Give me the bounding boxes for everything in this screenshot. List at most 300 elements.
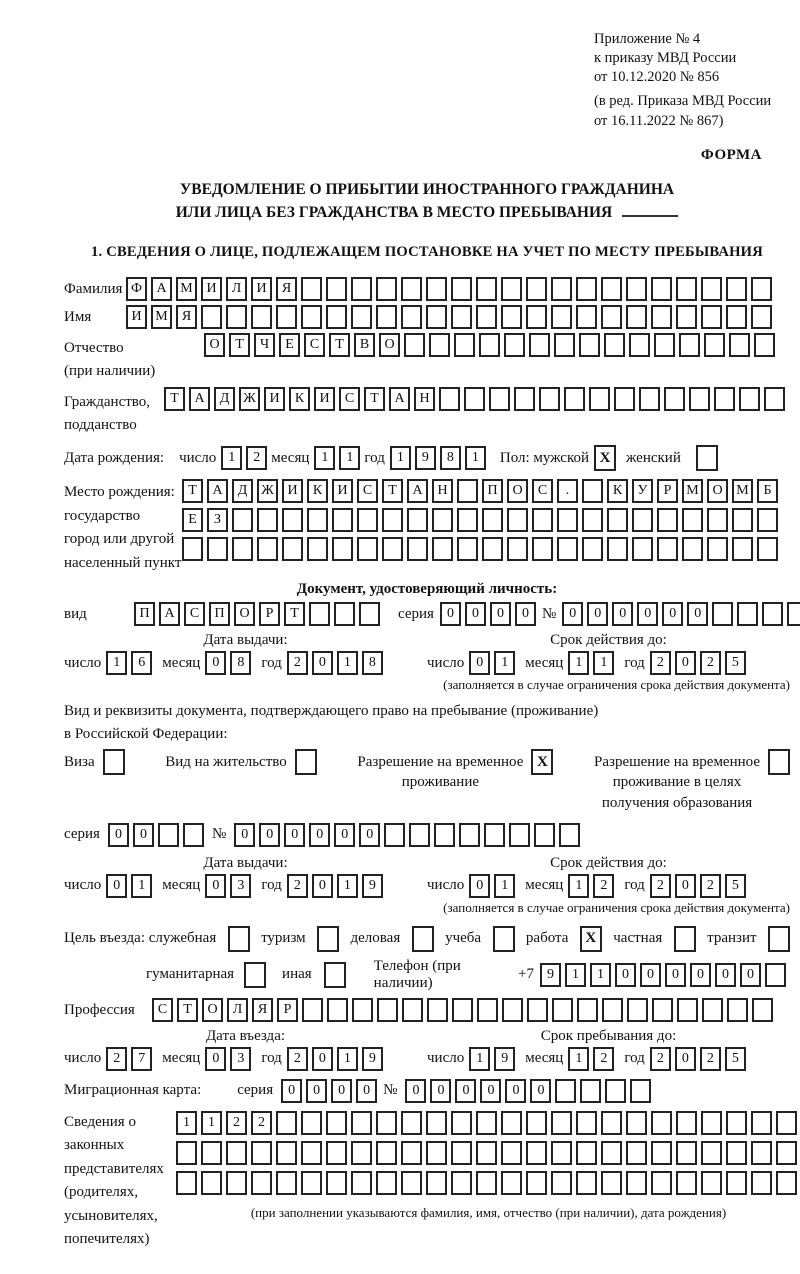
char-box[interactable] <box>557 537 578 561</box>
char-box[interactable] <box>226 1141 247 1165</box>
char-box[interactable]: М <box>732 479 753 503</box>
char-box[interactable]: И <box>314 387 335 411</box>
char-box[interactable]: 0 <box>465 602 486 626</box>
char-box[interactable] <box>357 508 378 532</box>
char-box[interactable] <box>752 998 773 1022</box>
char-box[interactable]: 6 <box>131 651 152 675</box>
char-box[interactable]: 8 <box>362 651 383 675</box>
char-box[interactable] <box>739 387 760 411</box>
char-box[interactable] <box>257 508 278 532</box>
purpose-official-checkbox[interactable] <box>228 926 250 952</box>
char-box[interactable]: 8 <box>440 446 461 470</box>
char-box[interactable] <box>676 305 697 329</box>
char-box[interactable] <box>301 277 322 301</box>
char-box[interactable]: 0 <box>205 1047 226 1071</box>
char-box[interactable] <box>614 387 635 411</box>
char-box[interactable]: Ж <box>239 387 260 411</box>
char-box[interactable] <box>251 1141 272 1165</box>
purpose-humanitarian-checkbox[interactable] <box>244 962 266 988</box>
char-box[interactable]: Е <box>182 508 203 532</box>
char-box[interactable]: 0 <box>312 874 333 898</box>
char-box[interactable]: 1 <box>221 446 242 470</box>
char-box[interactable] <box>429 333 450 357</box>
char-box[interactable] <box>514 387 535 411</box>
char-box[interactable] <box>632 537 653 561</box>
char-box[interactable]: 0 <box>530 1079 551 1103</box>
char-box[interactable] <box>729 333 750 357</box>
char-box[interactable] <box>527 998 548 1022</box>
char-box[interactable]: А <box>389 387 410 411</box>
char-box[interactable] <box>357 537 378 561</box>
char-box[interactable] <box>376 1141 397 1165</box>
char-box[interactable]: Я <box>252 998 273 1022</box>
char-box[interactable] <box>652 998 673 1022</box>
char-box[interactable]: Я <box>276 277 297 301</box>
char-box[interactable] <box>276 1171 297 1195</box>
char-box[interactable] <box>676 1171 697 1195</box>
char-box[interactable]: В <box>354 333 375 357</box>
char-box[interactable]: Р <box>277 998 298 1022</box>
char-box[interactable] <box>532 508 553 532</box>
char-box[interactable] <box>307 537 328 561</box>
char-box[interactable] <box>551 1111 572 1135</box>
char-box[interactable] <box>579 333 600 357</box>
temp-residence-education-checkbox[interactable] <box>768 749 790 775</box>
char-box[interactable]: 0 <box>108 823 129 847</box>
char-box[interactable] <box>452 998 473 1022</box>
char-box[interactable]: 1 <box>469 1047 490 1071</box>
char-box[interactable]: 0 <box>675 1047 696 1071</box>
char-box[interactable]: 5 <box>725 1047 746 1071</box>
char-box[interactable] <box>457 479 478 503</box>
char-box[interactable]: С <box>184 602 205 626</box>
char-box[interactable]: 0 <box>665 963 686 987</box>
char-box[interactable] <box>454 333 475 357</box>
char-box[interactable] <box>551 1171 572 1195</box>
char-box[interactable]: Л <box>227 998 248 1022</box>
char-box[interactable]: Р <box>259 602 280 626</box>
char-box[interactable]: И <box>264 387 285 411</box>
char-box[interactable] <box>401 305 422 329</box>
char-box[interactable] <box>551 1141 572 1165</box>
char-box[interactable] <box>701 1141 722 1165</box>
char-box[interactable] <box>451 1141 472 1165</box>
char-box[interactable] <box>679 333 700 357</box>
char-box[interactable]: О <box>234 602 255 626</box>
char-box[interactable]: 0 <box>612 602 633 626</box>
char-box[interactable] <box>552 998 573 1022</box>
char-box[interactable] <box>751 305 772 329</box>
char-box[interactable]: 1 <box>494 651 515 675</box>
char-box[interactable] <box>762 602 783 626</box>
char-box[interactable]: Е <box>279 333 300 357</box>
char-box[interactable] <box>601 1141 622 1165</box>
temp-residence-checkbox[interactable]: X <box>531 749 553 775</box>
char-box[interactable] <box>352 998 373 1022</box>
char-box[interactable]: 0 <box>505 1079 526 1103</box>
char-box[interactable] <box>301 1111 322 1135</box>
char-box[interactable]: 5 <box>725 651 746 675</box>
char-box[interactable] <box>332 508 353 532</box>
char-box[interactable] <box>479 333 500 357</box>
char-box[interactable]: И <box>201 277 222 301</box>
char-box[interactable]: 1 <box>568 1047 589 1071</box>
char-box[interactable] <box>601 1171 622 1195</box>
char-box[interactable] <box>526 305 547 329</box>
char-box[interactable] <box>401 277 422 301</box>
char-box[interactable] <box>451 1171 472 1195</box>
char-box[interactable] <box>626 1111 647 1135</box>
char-box[interactable]: 1 <box>131 874 152 898</box>
char-box[interactable] <box>464 387 485 411</box>
char-box[interactable] <box>484 823 505 847</box>
char-box[interactable]: 0 <box>430 1079 451 1103</box>
char-box[interactable]: 0 <box>405 1079 426 1103</box>
char-box[interactable]: 0 <box>106 874 127 898</box>
sex-female-checkbox[interactable] <box>696 445 718 471</box>
char-box[interactable] <box>327 998 348 1022</box>
char-box[interactable]: А <box>407 479 428 503</box>
purpose-business-checkbox[interactable] <box>412 926 434 952</box>
char-box[interactable]: О <box>379 333 400 357</box>
char-box[interactable] <box>732 508 753 532</box>
char-box[interactable]: 0 <box>675 874 696 898</box>
char-box[interactable]: П <box>209 602 230 626</box>
char-box[interactable] <box>751 277 772 301</box>
char-box[interactable] <box>639 387 660 411</box>
char-box[interactable]: К <box>307 479 328 503</box>
char-box[interactable] <box>407 508 428 532</box>
sex-male-checkbox[interactable]: X <box>594 445 616 471</box>
char-box[interactable] <box>489 387 510 411</box>
char-box[interactable] <box>551 305 572 329</box>
char-box[interactable] <box>682 537 703 561</box>
char-box[interactable]: 1 <box>201 1111 222 1135</box>
char-box[interactable] <box>554 333 575 357</box>
char-box[interactable]: 0 <box>440 602 461 626</box>
char-box[interactable]: 0 <box>637 602 658 626</box>
char-box[interactable] <box>404 333 425 357</box>
char-box[interactable] <box>576 305 597 329</box>
char-box[interactable] <box>476 1111 497 1135</box>
char-box[interactable]: И <box>282 479 303 503</box>
char-box[interactable]: Р <box>657 479 678 503</box>
char-box[interactable]: Д <box>214 387 235 411</box>
char-box[interactable] <box>676 1111 697 1135</box>
char-box[interactable]: Т <box>229 333 250 357</box>
char-box[interactable]: 0 <box>455 1079 476 1103</box>
char-box[interactable] <box>326 277 347 301</box>
char-box[interactable]: 0 <box>469 874 490 898</box>
char-box[interactable] <box>582 537 603 561</box>
char-box[interactable]: А <box>189 387 210 411</box>
char-box[interactable]: 2 <box>246 446 267 470</box>
char-box[interactable]: 2 <box>287 651 308 675</box>
char-box[interactable]: К <box>289 387 310 411</box>
char-box[interactable]: 2 <box>226 1111 247 1135</box>
char-box[interactable] <box>539 387 560 411</box>
char-box[interactable] <box>457 537 478 561</box>
char-box[interactable]: 0 <box>309 823 330 847</box>
char-box[interactable]: 0 <box>615 963 636 987</box>
char-box[interactable]: О <box>507 479 528 503</box>
char-box[interactable] <box>707 508 728 532</box>
char-box[interactable]: 1 <box>339 446 360 470</box>
char-box[interactable] <box>534 823 555 847</box>
char-box[interactable] <box>664 387 685 411</box>
char-box[interactable]: М <box>682 479 703 503</box>
char-box[interactable]: 0 <box>234 823 255 847</box>
char-box[interactable]: 7 <box>131 1047 152 1071</box>
purpose-tourism-checkbox[interactable] <box>317 926 339 952</box>
char-box[interactable] <box>326 1141 347 1165</box>
char-box[interactable]: Я <box>176 305 197 329</box>
char-box[interactable]: 2 <box>287 1047 308 1071</box>
char-box[interactable] <box>507 508 528 532</box>
char-box[interactable]: 2 <box>700 1047 721 1071</box>
char-box[interactable] <box>576 1111 597 1135</box>
char-box[interactable] <box>607 537 628 561</box>
char-box[interactable]: 9 <box>494 1047 515 1071</box>
char-box[interactable] <box>757 537 778 561</box>
char-box[interactable]: 1 <box>337 874 358 898</box>
char-box[interactable] <box>402 998 423 1022</box>
char-box[interactable]: 2 <box>287 874 308 898</box>
char-box[interactable] <box>702 998 723 1022</box>
char-box[interactable] <box>551 277 572 301</box>
char-box[interactable]: Л <box>226 277 247 301</box>
char-box[interactable] <box>207 537 228 561</box>
char-box[interactable] <box>765 963 786 987</box>
char-box[interactable]: Т <box>164 387 185 411</box>
residence-permit-checkbox[interactable] <box>295 749 317 775</box>
char-box[interactable] <box>732 537 753 561</box>
char-box[interactable] <box>301 305 322 329</box>
char-box[interactable]: 0 <box>284 823 305 847</box>
char-box[interactable]: 2 <box>593 1047 614 1071</box>
char-box[interactable] <box>657 508 678 532</box>
char-box[interactable]: Т <box>182 479 203 503</box>
char-box[interactable] <box>201 305 222 329</box>
char-box[interactable] <box>276 1141 297 1165</box>
char-box[interactable]: Т <box>329 333 350 357</box>
char-box[interactable]: А <box>207 479 228 503</box>
char-box[interactable] <box>426 305 447 329</box>
char-box[interactable]: С <box>357 479 378 503</box>
char-box[interactable]: Т <box>364 387 385 411</box>
char-box[interactable] <box>757 508 778 532</box>
char-box[interactable]: 8 <box>230 651 251 675</box>
char-box[interactable] <box>704 333 725 357</box>
char-box[interactable] <box>351 277 372 301</box>
char-box[interactable] <box>226 305 247 329</box>
char-box[interactable]: С <box>532 479 553 503</box>
char-box[interactable] <box>326 1171 347 1195</box>
char-box[interactable] <box>726 1111 747 1135</box>
char-box[interactable] <box>626 1171 647 1195</box>
char-box[interactable] <box>351 1111 372 1135</box>
char-box[interactable]: М <box>151 305 172 329</box>
char-box[interactable]: С <box>152 998 173 1022</box>
char-box[interactable]: 2 <box>650 1047 671 1071</box>
char-box[interactable]: 0 <box>490 602 511 626</box>
char-box[interactable]: 2 <box>700 874 721 898</box>
char-box[interactable]: Т <box>382 479 403 503</box>
char-box[interactable]: 1 <box>337 1047 358 1071</box>
char-box[interactable]: 9 <box>362 874 383 898</box>
char-box[interactable] <box>559 823 580 847</box>
char-box[interactable]: М <box>176 277 197 301</box>
char-box[interactable]: 1 <box>390 446 411 470</box>
char-box[interactable]: 0 <box>690 963 711 987</box>
char-box[interactable]: Д <box>232 479 253 503</box>
char-box[interactable]: 0 <box>259 823 280 847</box>
char-box[interactable]: 2 <box>700 651 721 675</box>
char-box[interactable] <box>426 1171 447 1195</box>
char-box[interactable] <box>787 602 800 626</box>
char-box[interactable] <box>432 508 453 532</box>
char-box[interactable] <box>232 537 253 561</box>
char-box[interactable]: 0 <box>312 1047 333 1071</box>
purpose-private-checkbox[interactable] <box>674 926 696 952</box>
char-box[interactable] <box>601 305 622 329</box>
char-box[interactable]: 0 <box>359 823 380 847</box>
char-box[interactable] <box>376 305 397 329</box>
char-box[interactable] <box>676 277 697 301</box>
char-box[interactable] <box>627 998 648 1022</box>
char-box[interactable] <box>580 1079 601 1103</box>
char-box[interactable]: 0 <box>312 651 333 675</box>
char-box[interactable] <box>726 1141 747 1165</box>
char-box[interactable] <box>476 1171 497 1195</box>
char-box[interactable] <box>501 1141 522 1165</box>
char-box[interactable] <box>701 1111 722 1135</box>
char-box[interactable] <box>351 1171 372 1195</box>
char-box[interactable]: С <box>339 387 360 411</box>
char-box[interactable] <box>382 537 403 561</box>
char-box[interactable] <box>326 1111 347 1135</box>
char-box[interactable] <box>726 1171 747 1195</box>
char-box[interactable]: 1 <box>465 446 486 470</box>
char-box[interactable] <box>605 1079 626 1103</box>
char-box[interactable]: 0 <box>133 823 154 847</box>
char-box[interactable] <box>607 508 628 532</box>
blank-underline[interactable] <box>622 201 678 217</box>
char-box[interactable]: 9 <box>362 1047 383 1071</box>
char-box[interactable]: 1 <box>565 963 586 987</box>
char-box[interactable]: 5 <box>725 874 746 898</box>
char-box[interactable]: 0 <box>331 1079 352 1103</box>
char-box[interactable] <box>309 602 330 626</box>
char-box[interactable] <box>526 1141 547 1165</box>
char-box[interactable]: 9 <box>415 446 436 470</box>
char-box[interactable] <box>376 277 397 301</box>
char-box[interactable]: . <box>557 479 578 503</box>
char-box[interactable] <box>776 1111 797 1135</box>
char-box[interactable] <box>482 537 503 561</box>
char-box[interactable]: 0 <box>587 602 608 626</box>
char-box[interactable] <box>351 1141 372 1165</box>
char-box[interactable] <box>451 1111 472 1135</box>
char-box[interactable]: 1 <box>568 874 589 898</box>
char-box[interactable] <box>582 479 603 503</box>
char-box[interactable]: 0 <box>334 823 355 847</box>
char-box[interactable] <box>764 387 785 411</box>
char-box[interactable] <box>509 823 530 847</box>
char-box[interactable]: 0 <box>469 651 490 675</box>
char-box[interactable] <box>776 1141 797 1165</box>
char-box[interactable] <box>426 277 447 301</box>
char-box[interactable] <box>529 333 550 357</box>
char-box[interactable] <box>504 333 525 357</box>
char-box[interactable] <box>477 998 498 1022</box>
char-box[interactable] <box>232 508 253 532</box>
char-box[interactable] <box>401 1171 422 1195</box>
char-box[interactable]: Ч <box>254 333 275 357</box>
char-box[interactable] <box>701 305 722 329</box>
char-box[interactable] <box>676 1141 697 1165</box>
char-box[interactable]: Т <box>177 998 198 1022</box>
char-box[interactable] <box>302 998 323 1022</box>
char-box[interactable] <box>301 1141 322 1165</box>
char-box[interactable] <box>334 602 355 626</box>
char-box[interactable] <box>409 823 430 847</box>
char-box[interactable] <box>301 1171 322 1195</box>
char-box[interactable]: 3 <box>230 874 251 898</box>
char-box[interactable] <box>426 1111 447 1135</box>
char-box[interactable] <box>482 508 503 532</box>
char-box[interactable]: А <box>151 277 172 301</box>
char-box[interactable]: Б <box>757 479 778 503</box>
char-box[interactable] <box>526 277 547 301</box>
char-box[interactable] <box>384 823 405 847</box>
char-box[interactable]: 2 <box>650 874 671 898</box>
char-box[interactable] <box>451 305 472 329</box>
char-box[interactable] <box>737 602 758 626</box>
char-box[interactable] <box>282 508 303 532</box>
char-box[interactable] <box>651 1171 672 1195</box>
char-box[interactable] <box>751 1141 772 1165</box>
char-box[interactable]: 0 <box>662 602 683 626</box>
char-box[interactable] <box>651 1141 672 1165</box>
char-box[interactable] <box>426 1141 447 1165</box>
char-box[interactable]: 3 <box>230 1047 251 1071</box>
char-box[interactable] <box>182 537 203 561</box>
char-box[interactable] <box>726 277 747 301</box>
char-box[interactable] <box>701 277 722 301</box>
char-box[interactable]: 1 <box>593 651 614 675</box>
char-box[interactable]: 0 <box>715 963 736 987</box>
char-box[interactable] <box>557 508 578 532</box>
char-box[interactable] <box>651 305 672 329</box>
char-box[interactable]: А <box>159 602 180 626</box>
char-box[interactable]: С <box>304 333 325 357</box>
char-box[interactable]: 0 <box>740 963 761 987</box>
char-box[interactable] <box>226 1171 247 1195</box>
char-box[interactable] <box>501 277 522 301</box>
char-box[interactable] <box>401 1141 422 1165</box>
char-box[interactable]: И <box>126 305 147 329</box>
char-box[interactable] <box>677 998 698 1022</box>
char-box[interactable] <box>564 387 585 411</box>
char-box[interactable] <box>682 508 703 532</box>
char-box[interactable]: 0 <box>562 602 583 626</box>
char-box[interactable]: 2 <box>650 651 671 675</box>
char-box[interactable] <box>377 998 398 1022</box>
char-box[interactable]: 0 <box>675 651 696 675</box>
char-box[interactable] <box>507 537 528 561</box>
char-box[interactable] <box>251 1171 272 1195</box>
